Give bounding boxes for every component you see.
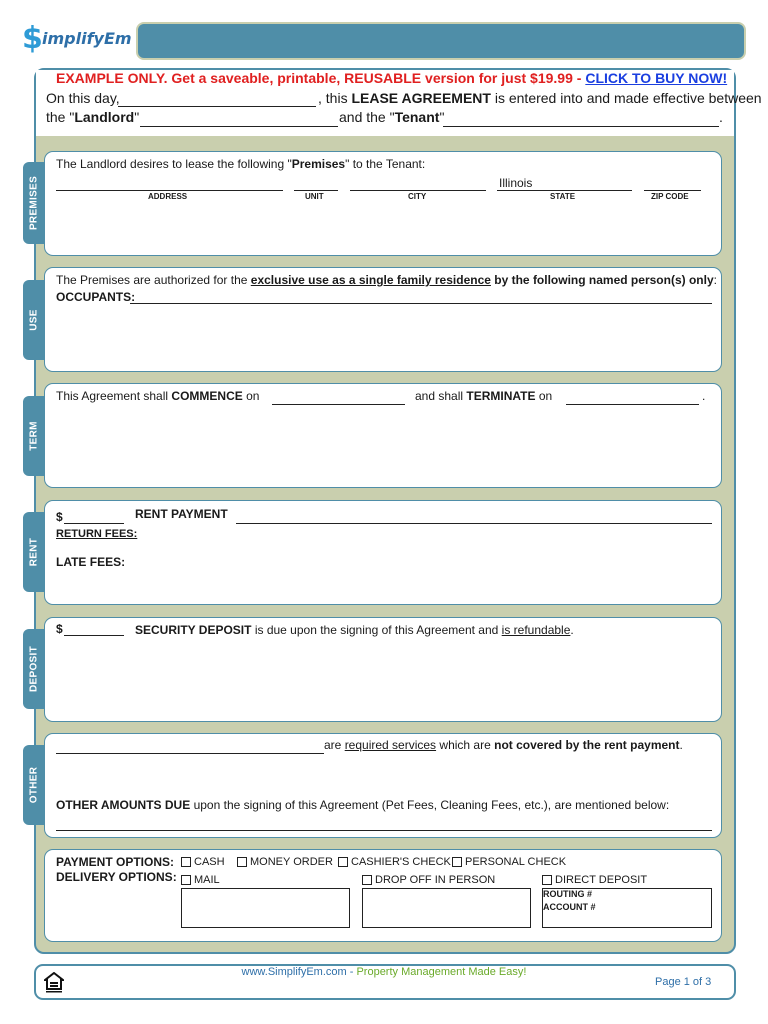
drop-off-option[interactable] xyxy=(362,874,495,886)
agreement-date-field[interactable] xyxy=(118,106,316,107)
direct-deposit-checkbox[interactable] xyxy=(542,875,552,885)
landlord-label: Landlord xyxy=(74,109,135,125)
term-lead-text: This Agreement shall xyxy=(56,389,169,403)
rent-payment-field[interactable] xyxy=(236,523,712,524)
tab-use-label: USE xyxy=(28,309,40,331)
money-order-checkbox[interactable] xyxy=(237,857,247,867)
mail-option[interactable] xyxy=(181,874,220,886)
occupants-field[interactable] xyxy=(130,303,712,304)
named-persons: by the following named person(s) only xyxy=(494,273,714,287)
tab-other-label: OTHER xyxy=(28,766,40,804)
promo-text: EXAMPLE ONLY. Get a saveable, printable, REUSABLE version for just $19.99 - xyxy=(56,70,582,86)
term-lead xyxy=(56,389,259,403)
tab-rent-label: RENT xyxy=(28,537,40,567)
money-order-label: MONEY ORDER xyxy=(250,856,333,868)
return-fees-label: RETURN FEES: xyxy=(56,528,138,540)
rent-payment-label: RENT PAYMENT xyxy=(135,507,228,521)
mail-details-box[interactable] xyxy=(181,888,350,928)
unit-field[interactable] xyxy=(294,190,338,191)
cashiers-check-label: CASHIER'S CHECK xyxy=(351,856,451,868)
not-covered-label: not covered by the rent payment xyxy=(494,738,680,752)
term-on-2: on xyxy=(538,389,553,403)
quote-open: the " xyxy=(46,109,75,125)
late-fees-label: LATE FEES: xyxy=(56,555,126,569)
deposit-due: is due upon the signing of this Agreement and xyxy=(254,623,499,637)
tab-rent xyxy=(23,512,45,592)
commence-date-field[interactable] xyxy=(272,404,405,405)
tenant-label: Tenant xyxy=(394,109,440,125)
rent-amount-field[interactable] xyxy=(64,523,124,524)
and-the: and the " xyxy=(339,109,395,125)
delivery-options-label: DELIVERY OPTIONS: xyxy=(56,870,177,884)
footer-dash: - xyxy=(346,966,357,978)
city-field[interactable] xyxy=(350,190,486,191)
state-value: Illinois xyxy=(499,176,533,190)
tab-term-label: TERM xyxy=(28,421,40,451)
security-deposit-label: SECURITY DEPOSIT xyxy=(135,623,252,637)
other-amounts-text: upon the signing of this Agreement (Pet Fees, Cleaning Fees, etc.), are mentioned below: xyxy=(193,798,670,812)
tab-use xyxy=(23,280,45,360)
cashiers-check-checkbox[interactable] xyxy=(338,857,348,867)
intro-line-1b xyxy=(318,90,762,106)
lease-agreement-label: LEASE AGREEMENT xyxy=(351,90,491,106)
unit-caption: UNIT xyxy=(305,192,324,201)
intro-line-1 xyxy=(46,90,120,106)
intro-this: , this xyxy=(318,90,348,106)
term-on-1: on xyxy=(246,389,260,403)
other-which-are: which are xyxy=(439,738,491,752)
deposit-period: . xyxy=(570,623,574,637)
account-label: ACCOUNT # xyxy=(543,902,596,912)
intro-entered: is entered into and made effective between xyxy=(494,90,762,106)
terminate-date-field[interactable] xyxy=(566,404,699,405)
promo-banner xyxy=(56,70,727,86)
use-lead-text: The Premises are authorized for the xyxy=(56,273,248,287)
drop-off-checkbox[interactable] xyxy=(362,875,372,885)
intro-period: . xyxy=(719,109,723,125)
money-order-option[interactable] xyxy=(237,856,333,868)
exclusive-use: exclusive use as a single family residence xyxy=(250,273,491,287)
cashiers-check-option[interactable] xyxy=(338,856,451,868)
personal-check-checkbox[interactable] xyxy=(452,857,462,867)
tab-other xyxy=(23,745,45,825)
state-caption: STATE xyxy=(550,192,576,201)
deposit-amount-field[interactable] xyxy=(64,635,124,636)
premises-lead-end: " to the Tenant: xyxy=(345,157,426,171)
landlord-name-field[interactable] xyxy=(140,126,338,127)
intro-on-this-day: On this day, xyxy=(46,90,120,106)
tab-premises-label: PREMISES xyxy=(28,175,40,231)
other-amounts-label: OTHER AMOUNTS DUE xyxy=(56,798,191,812)
intro-line-2 xyxy=(46,109,139,125)
term-and-shall: and shall xyxy=(415,389,464,403)
personal-check-label: PERSONAL CHECK xyxy=(465,856,567,868)
premises-lead-text: The Landlord desires to lease the following " xyxy=(56,157,292,171)
deposit-dollar: $ xyxy=(56,622,63,636)
other-amounts-line xyxy=(56,798,669,812)
term-end xyxy=(415,389,552,403)
tab-deposit xyxy=(23,629,45,709)
buy-now-link[interactable]: CLICK TO BUY NOW! xyxy=(585,70,728,86)
address-field[interactable] xyxy=(56,190,283,191)
state-field[interactable] xyxy=(497,190,632,191)
zip-caption: ZIP CODE xyxy=(651,192,689,201)
refundable-label: is refundable xyxy=(501,623,571,637)
premises-word: Premises xyxy=(291,157,346,171)
drop-off-details-box[interactable] xyxy=(362,888,531,928)
footer-text xyxy=(0,966,768,978)
use-colon: : xyxy=(713,273,717,287)
footer-url-link[interactable]: www.SimplifyEm.com xyxy=(241,966,347,978)
zip-field[interactable] xyxy=(644,190,701,191)
cash-label: CASH xyxy=(194,856,225,868)
tab-deposit-label: DEPOSIT xyxy=(28,646,40,692)
mail-checkbox[interactable] xyxy=(181,875,191,885)
deposit-lead xyxy=(135,623,574,637)
direct-deposit-label: DIRECT DEPOSIT xyxy=(555,874,648,886)
tab-term xyxy=(23,396,45,476)
tab-premises xyxy=(23,162,45,244)
header-bar xyxy=(136,22,746,60)
payment-options-label: PAYMENT OPTIONS: xyxy=(56,855,175,869)
terminate-label: TERMINATE xyxy=(466,389,536,403)
required-services-label: required services xyxy=(344,738,437,752)
footer-tagline: Property Management Made Easy! xyxy=(356,966,527,978)
quote-close: " xyxy=(134,109,140,125)
direct-deposit-option[interactable] xyxy=(542,874,647,886)
other-period: . xyxy=(679,738,683,752)
cash-checkbox[interactable] xyxy=(181,857,191,867)
term-period: . xyxy=(702,389,706,403)
logo-text: implifyEm xyxy=(42,29,132,48)
quote-close-2: " xyxy=(439,109,445,125)
intro-line-2b xyxy=(339,109,444,125)
other-lead xyxy=(324,738,683,752)
required-services-field[interactable] xyxy=(56,753,324,754)
city-caption: CITY xyxy=(408,192,427,201)
personal-check-option[interactable] xyxy=(452,856,566,868)
simplifyem-logo[interactable] xyxy=(22,22,132,56)
logo-dollar-s: $ xyxy=(22,21,43,56)
commence-label: COMMENCE xyxy=(171,389,243,403)
tenant-name-field[interactable] xyxy=(443,126,719,127)
other-amounts-field[interactable] xyxy=(56,830,712,831)
use-lead xyxy=(56,273,717,287)
address-caption: ADDRESS xyxy=(148,192,188,201)
drop-off-label: DROP OFF IN PERSON xyxy=(375,874,496,886)
rent-dollar: $ xyxy=(56,510,63,524)
premises-lead xyxy=(56,157,425,171)
mail-label: MAIL xyxy=(194,874,220,886)
page-number: Page 1 of 3 xyxy=(655,976,712,988)
occupants-label: OCCUPANTS: xyxy=(56,290,136,304)
routing-label: ROUTING # xyxy=(543,889,593,899)
cash-option[interactable] xyxy=(181,856,225,868)
other-are: are xyxy=(324,738,342,752)
